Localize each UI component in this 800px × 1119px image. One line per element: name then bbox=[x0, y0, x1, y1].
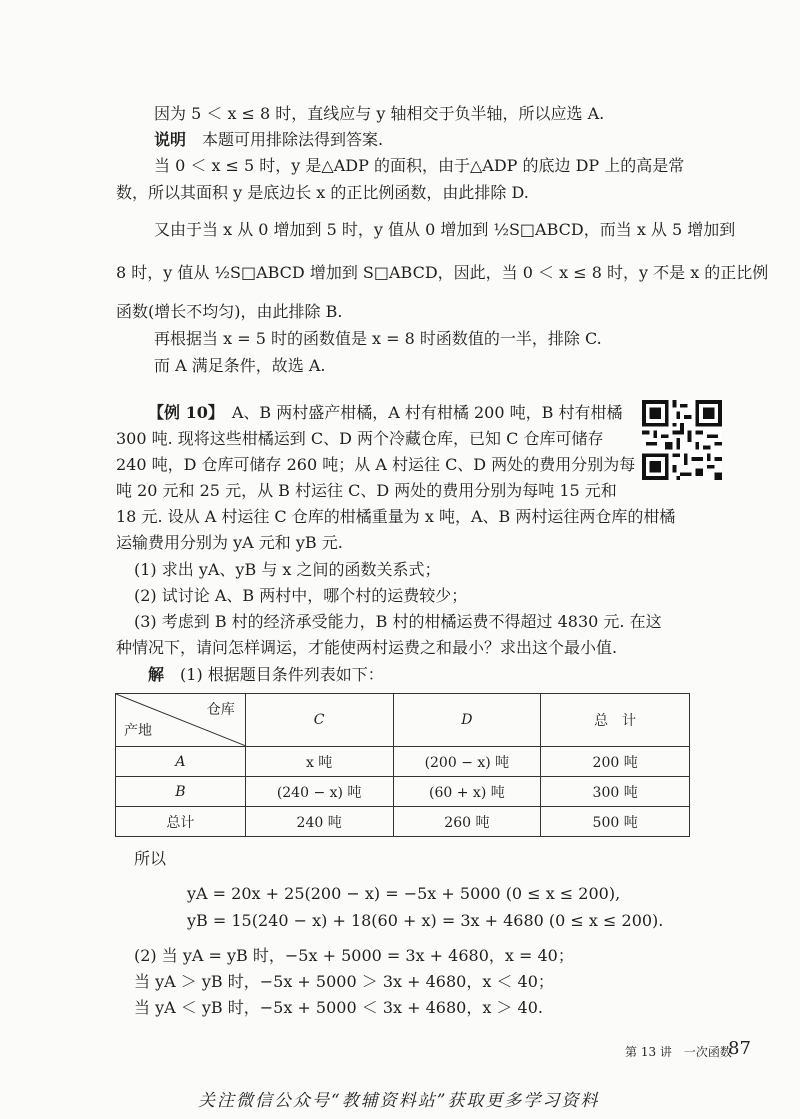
body-line-5: 又由于当 x 从 0 增加到 5 时，y 值从 0 增加到 ½S□ABCD，而当 x 从 5 增加到 bbox=[154, 220, 736, 239]
example-line-6: 运输费用分别为 yA 元和 yB 元. bbox=[116, 533, 343, 552]
equation-yb: yB = 15(240 − x) + 18(60 + x) = 3x + 4680 (0 ≤ x ≤ 200). bbox=[187, 911, 664, 930]
watermark-text: 关注微信公众号“教辅资料站”获取更多学习资料 bbox=[198, 1091, 600, 1111]
question-2: (2) 试讨论 A、B 两村中，哪个村的运费较少； bbox=[134, 586, 468, 605]
table-cell: B bbox=[116, 777, 246, 807]
table-cell: x 吨 bbox=[245, 747, 393, 777]
example-line-2: 300 吨. 现将这些柑橘运到 C、D 两个冷藏仓库，已知 C 仓库可储存 bbox=[116, 429, 604, 448]
part2-line-2: 当 yA ＞ yB 时，−5x + 5000 ＞ 3x + 4680，x ＜ 40； bbox=[134, 972, 554, 991]
table-cell: 260 吨 bbox=[393, 807, 541, 837]
note-text: 本题可用排除法得到答案. bbox=[202, 130, 384, 149]
solution-label: 解 bbox=[148, 665, 165, 684]
body-line-4: 数，所以其面积 y 是底边长 x 的正比例函数，由此排除 D. bbox=[116, 183, 529, 202]
table-header-row bbox=[116, 694, 690, 747]
body-line-9: 而 A 满足条件，故选 A. bbox=[154, 356, 326, 375]
data-table bbox=[115, 693, 690, 837]
part2-line-3: 当 yA ＜ yB 时，−5x + 5000 ＜ 3x + 4680，x ＞ 40. bbox=[134, 998, 543, 1017]
table-row bbox=[116, 777, 690, 807]
table-cell: 300 吨 bbox=[541, 777, 690, 807]
table-row bbox=[116, 807, 690, 837]
question-3b: 种情况下，请问怎样调运，才能使两村运费之和最小？求出这个最小值. bbox=[116, 638, 618, 657]
body-line-8: 再根据当 x = 5 时的函数值是 x = 8 时函数值的一半，排除 C. bbox=[154, 329, 602, 348]
solution-intro-line bbox=[148, 665, 384, 685]
table-corner-cell bbox=[116, 694, 246, 747]
body-line-1: 因为 5 ＜ x ≤ 8 时，直线应与 y 轴相交于负半轴，所以应选 A. bbox=[154, 104, 605, 123]
example-line-5: 18 元. 设从 A 村运往 C 仓库的柑橘重量为 x 吨，A、B 两村运往两仓库的柑橘 bbox=[116, 507, 676, 526]
question-3a: (3) 考虑到 B 村的经济承受能力，B 村的柑橘运费不得超过 4830 元. 在这 bbox=[134, 612, 662, 631]
body-line-6: 8 时，y 值从 ½S□ABCD 增加到 S□ABCD，因此，当 0 ＜ x ≤ 8 时，y 不是 x 的正比例 bbox=[116, 263, 769, 282]
solution-intro: (1) 根据题目条件列表如下： bbox=[180, 665, 384, 684]
question-1: (1) 求出 yA、yB 与 x 之间的函数关系式； bbox=[134, 560, 441, 579]
note-label: 说明 bbox=[154, 130, 187, 149]
table-header-cell: 总 计 bbox=[541, 694, 690, 747]
qr-code-icon[interactable] bbox=[642, 400, 722, 480]
table-cell: (200 − x) 吨 bbox=[393, 747, 541, 777]
table-header-cell: D bbox=[393, 694, 541, 747]
solution-so: 所以 bbox=[134, 849, 167, 868]
table-cell: (240 − x) 吨 bbox=[245, 777, 393, 807]
table-cell: 200 吨 bbox=[541, 747, 690, 777]
body-line-3: 当 0 ＜ x ≤ 5 时，y 是△ADP 的面积，由于△ADP 的底边 DP 上的高是常 bbox=[154, 156, 685, 175]
table-cell: (60 + x) 吨 bbox=[393, 777, 541, 807]
table-cell: 总计 bbox=[116, 807, 246, 837]
equation-ya: yA = 20x + 25(200 − x) = −5x + 5000 (0 ≤ x ≤ 200), bbox=[187, 884, 621, 903]
page-number: 87 bbox=[728, 1038, 751, 1059]
part2-line-1: (2) 当 yA = yB 时，−5x + 5000 = 3x + 4680，x = 40； bbox=[134, 946, 574, 965]
table-corner-bottom: 产地 bbox=[124, 723, 152, 739]
example-line-4: 吨 20 元和 25 元，从 B 村运往 C、D 两处的费用分别为每吨 15 元和 bbox=[116, 481, 617, 500]
example-line-3: 240 吨，D 仓库可储存 260 吨；从 A 村运往 C、D 两处的费用分别为每 bbox=[116, 455, 636, 474]
table-row bbox=[116, 747, 690, 777]
example-line-1 bbox=[148, 403, 622, 423]
note-line bbox=[154, 130, 383, 150]
table-corner-top: 仓库 bbox=[206, 702, 235, 718]
example-label: 【例 10】 bbox=[148, 403, 216, 422]
table-cell: A bbox=[116, 747, 246, 777]
body-line-7: 函数(增长不均匀)，由此排除 B. bbox=[116, 302, 343, 321]
chapter-footer: 第 13 讲 一次函数 bbox=[625, 1045, 732, 1059]
example-text-1: A、B 两村盛产柑橘，A 村有柑橘 200 吨，B 村有柑橘 bbox=[231, 403, 623, 422]
table-cell: 500 吨 bbox=[541, 807, 690, 837]
table-header-cell: C bbox=[245, 694, 393, 747]
table-cell: 240 吨 bbox=[245, 807, 393, 837]
